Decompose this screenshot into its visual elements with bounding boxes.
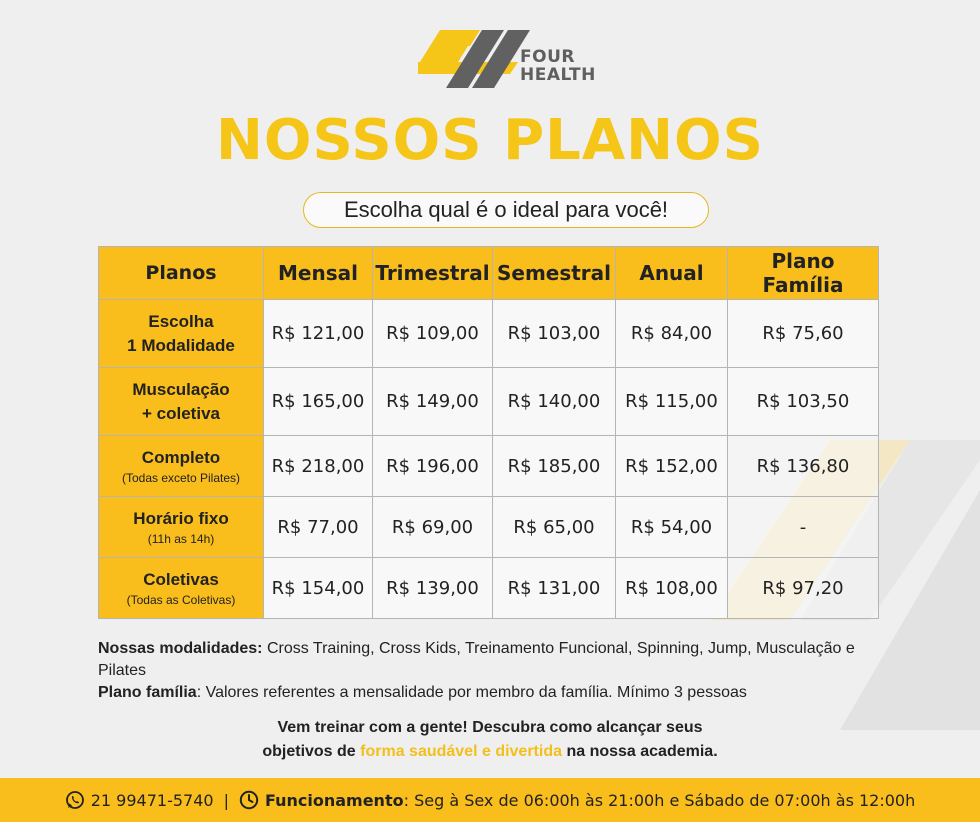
price-cell: R$ 97,20 [728,558,879,619]
header-trimestral: Trimestral [373,247,493,300]
row-label-note: (11h as 14h) [147,532,215,546]
cta-line-2 [0,740,980,764]
price-cell: R$ 139,00 [373,558,493,619]
price-cell: R$ 131,00 [493,558,616,619]
price-cell: R$ 185,00 [493,436,616,497]
price-cell: R$ 152,00 [616,436,728,497]
brand-name [520,48,596,84]
cta-line-1: Vem treinar com a gente! Descubra como alcançar seus [277,719,703,736]
row-label-line1: Completo [141,448,221,467]
price-cell: R$ 54,00 [616,497,728,558]
row-label-line2: 1 Modalidade [127,335,235,355]
cta-highlight: forma saudável e divertida [360,743,562,760]
price-cell: R$ 109,00 [373,300,493,368]
price-cell: R$ 121,00 [264,300,373,368]
whatsapp-icon [65,790,85,810]
familia-text: : Valores referentes a mensalidade por membro da família. Mínimo 3 pessoas [196,684,747,701]
info-block [98,638,898,704]
price-cell: R$ 136,80 [728,436,879,497]
footer-bar [0,778,980,822]
footer-hours-label: Funcionamento [264,790,404,810]
price-cell: R$ 165,00 [264,368,373,436]
price-cell: R$ 103,50 [728,368,879,436]
row-label-line1: Horário fixo [133,509,229,528]
header-mensal: Mensal [264,247,373,300]
page-title: NOSSOS PLANOS [216,108,764,173]
footer-separator: | [223,790,229,810]
table-row [99,558,879,619]
modalidades-text: Cross Training, Cross Kids, Treinamento Funcional, Spinning, Jump, Musculação e Pilates [98,640,855,679]
table-row [99,497,879,558]
subtitle-badge: Escolha qual é o ideal para você! [303,192,709,228]
footer-hours-text: : Seg à Sex de 06:00h às 21:00h e Sábado de 07:00h às 12:00h [403,790,916,810]
price-cell: R$ 218,00 [264,436,373,497]
table-row [99,368,879,436]
price-cell: R$ 154,00 [264,558,373,619]
header-plano-familia: Plano Família [728,247,879,300]
row-label [99,368,264,436]
call-to-action [0,716,980,764]
price-cell: - [728,497,879,558]
price-cell: R$ 103,00 [493,300,616,368]
price-cell: R$ 196,00 [373,436,493,497]
price-cell: R$ 75,60 [728,300,879,368]
row-label-note: (Todas exceto Pilates) [121,471,241,485]
cta-line-2-pre: objetivos de [262,743,361,760]
table-row [99,436,879,497]
table-header-row [99,247,879,300]
price-cell: R$ 65,00 [493,497,616,558]
row-label-note: (Todas as Coletivas) [126,593,236,607]
row-label-line1: Escolha [148,311,214,331]
header-anual: Anual [616,247,728,300]
row-label [99,558,264,619]
clock-icon [239,790,259,810]
footer-phone: 21 99471-5740 [90,790,214,810]
brand-line-2: HEALTH [520,65,596,85]
brand-line-1: FOUR [520,47,575,67]
header-semestral: Semestral [493,247,616,300]
price-cell: R$ 149,00 [373,368,493,436]
row-label [99,497,264,558]
price-cell: R$ 140,00 [493,368,616,436]
familia-line [98,682,898,704]
cta-line-2-post: na nossa academia. [562,743,718,760]
row-label-line1: Musculação [132,379,230,399]
row-label [99,436,264,497]
price-cell: R$ 84,00 [616,300,728,368]
modalidades-line [98,638,898,682]
header-planos: Planos [99,247,264,300]
modalidades-label: Nossas modalidades: [98,640,263,657]
row-label-line2: + coletiva [142,403,220,423]
plans-table [98,246,879,619]
price-cell: R$ 115,00 [616,368,728,436]
table-row [99,300,879,368]
row-label [99,300,264,368]
familia-label: Plano família [98,684,197,701]
row-label-line1: Coletivas [143,570,219,589]
price-cell: R$ 108,00 [616,558,728,619]
price-cell: R$ 77,00 [264,497,373,558]
price-cell: R$ 69,00 [373,497,493,558]
